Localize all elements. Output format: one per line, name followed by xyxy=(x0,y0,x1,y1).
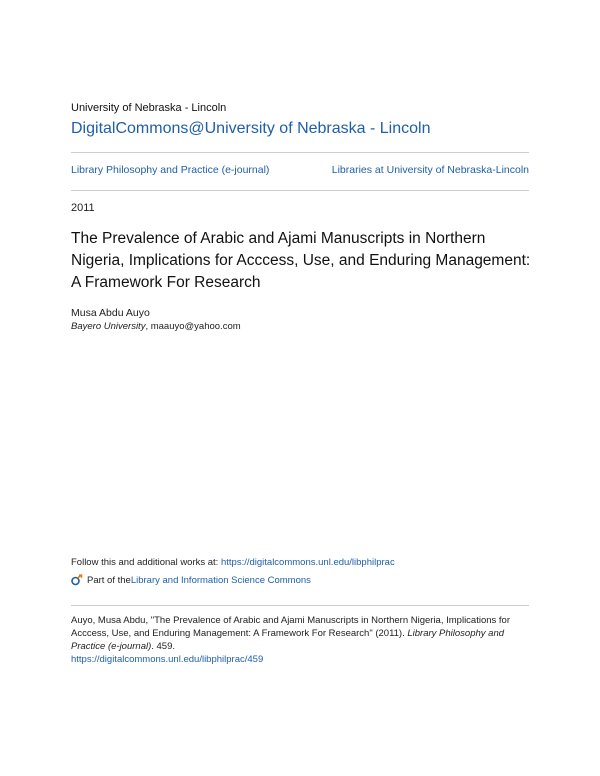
institution-name: University of Nebraska - Lincoln xyxy=(71,102,227,114)
author-affiliation xyxy=(71,321,241,332)
collection-url-link[interactable]: https://digitalcommons.unl.edu/libphilprac xyxy=(220,557,395,568)
follow-line xyxy=(71,557,395,568)
author-name: Musa Abdu Auyo xyxy=(71,307,150,319)
citation-block xyxy=(71,614,531,666)
open-access-icon xyxy=(71,574,83,586)
publication-year: 2011 xyxy=(71,202,95,214)
journal-link[interactable]: Library Philosophy and Practice (e-journal) xyxy=(71,164,270,176)
citation-text: Auyo, Musa Abdu, "The Prevalence of Arabic and Ajami Manuscripts in Northern Nigeria, Implications for Acccess, Use, and Enduring Management: A Framework For Research" (2011). xyxy=(71,615,510,639)
document-title: The Prevalence of Arabic and Ajami Manuscripts in Northern Nigeria, Implications for Acccess, Use, and Enduring Management: A Framework For Research xyxy=(71,230,531,291)
commons-link[interactable]: Library and Information Science Commons xyxy=(130,574,311,586)
affiliation-name: Bayero University xyxy=(71,321,146,332)
divider xyxy=(71,152,529,153)
citation-url-link[interactable]: https://digitalcommons.unl.edu/libphilprac/459 xyxy=(71,654,264,665)
part-of-prefix: Part of the xyxy=(87,574,131,586)
divider xyxy=(71,605,529,606)
author-email: , maauyo@yahoo.com xyxy=(145,321,241,332)
citation-journal: Library Philosophy and Practice (e-journal) xyxy=(71,628,505,652)
citation-suffix: . 459. xyxy=(151,641,176,652)
site-title-link[interactable]: DigitalCommons@University of Nebraska - Lincoln xyxy=(71,120,431,137)
follow-text: Follow this and additional works at: xyxy=(71,557,221,568)
divider xyxy=(71,190,529,191)
libraries-link[interactable]: Libraries at University of Nebraska-Lincoln xyxy=(331,164,529,176)
part-of-line xyxy=(71,574,311,586)
